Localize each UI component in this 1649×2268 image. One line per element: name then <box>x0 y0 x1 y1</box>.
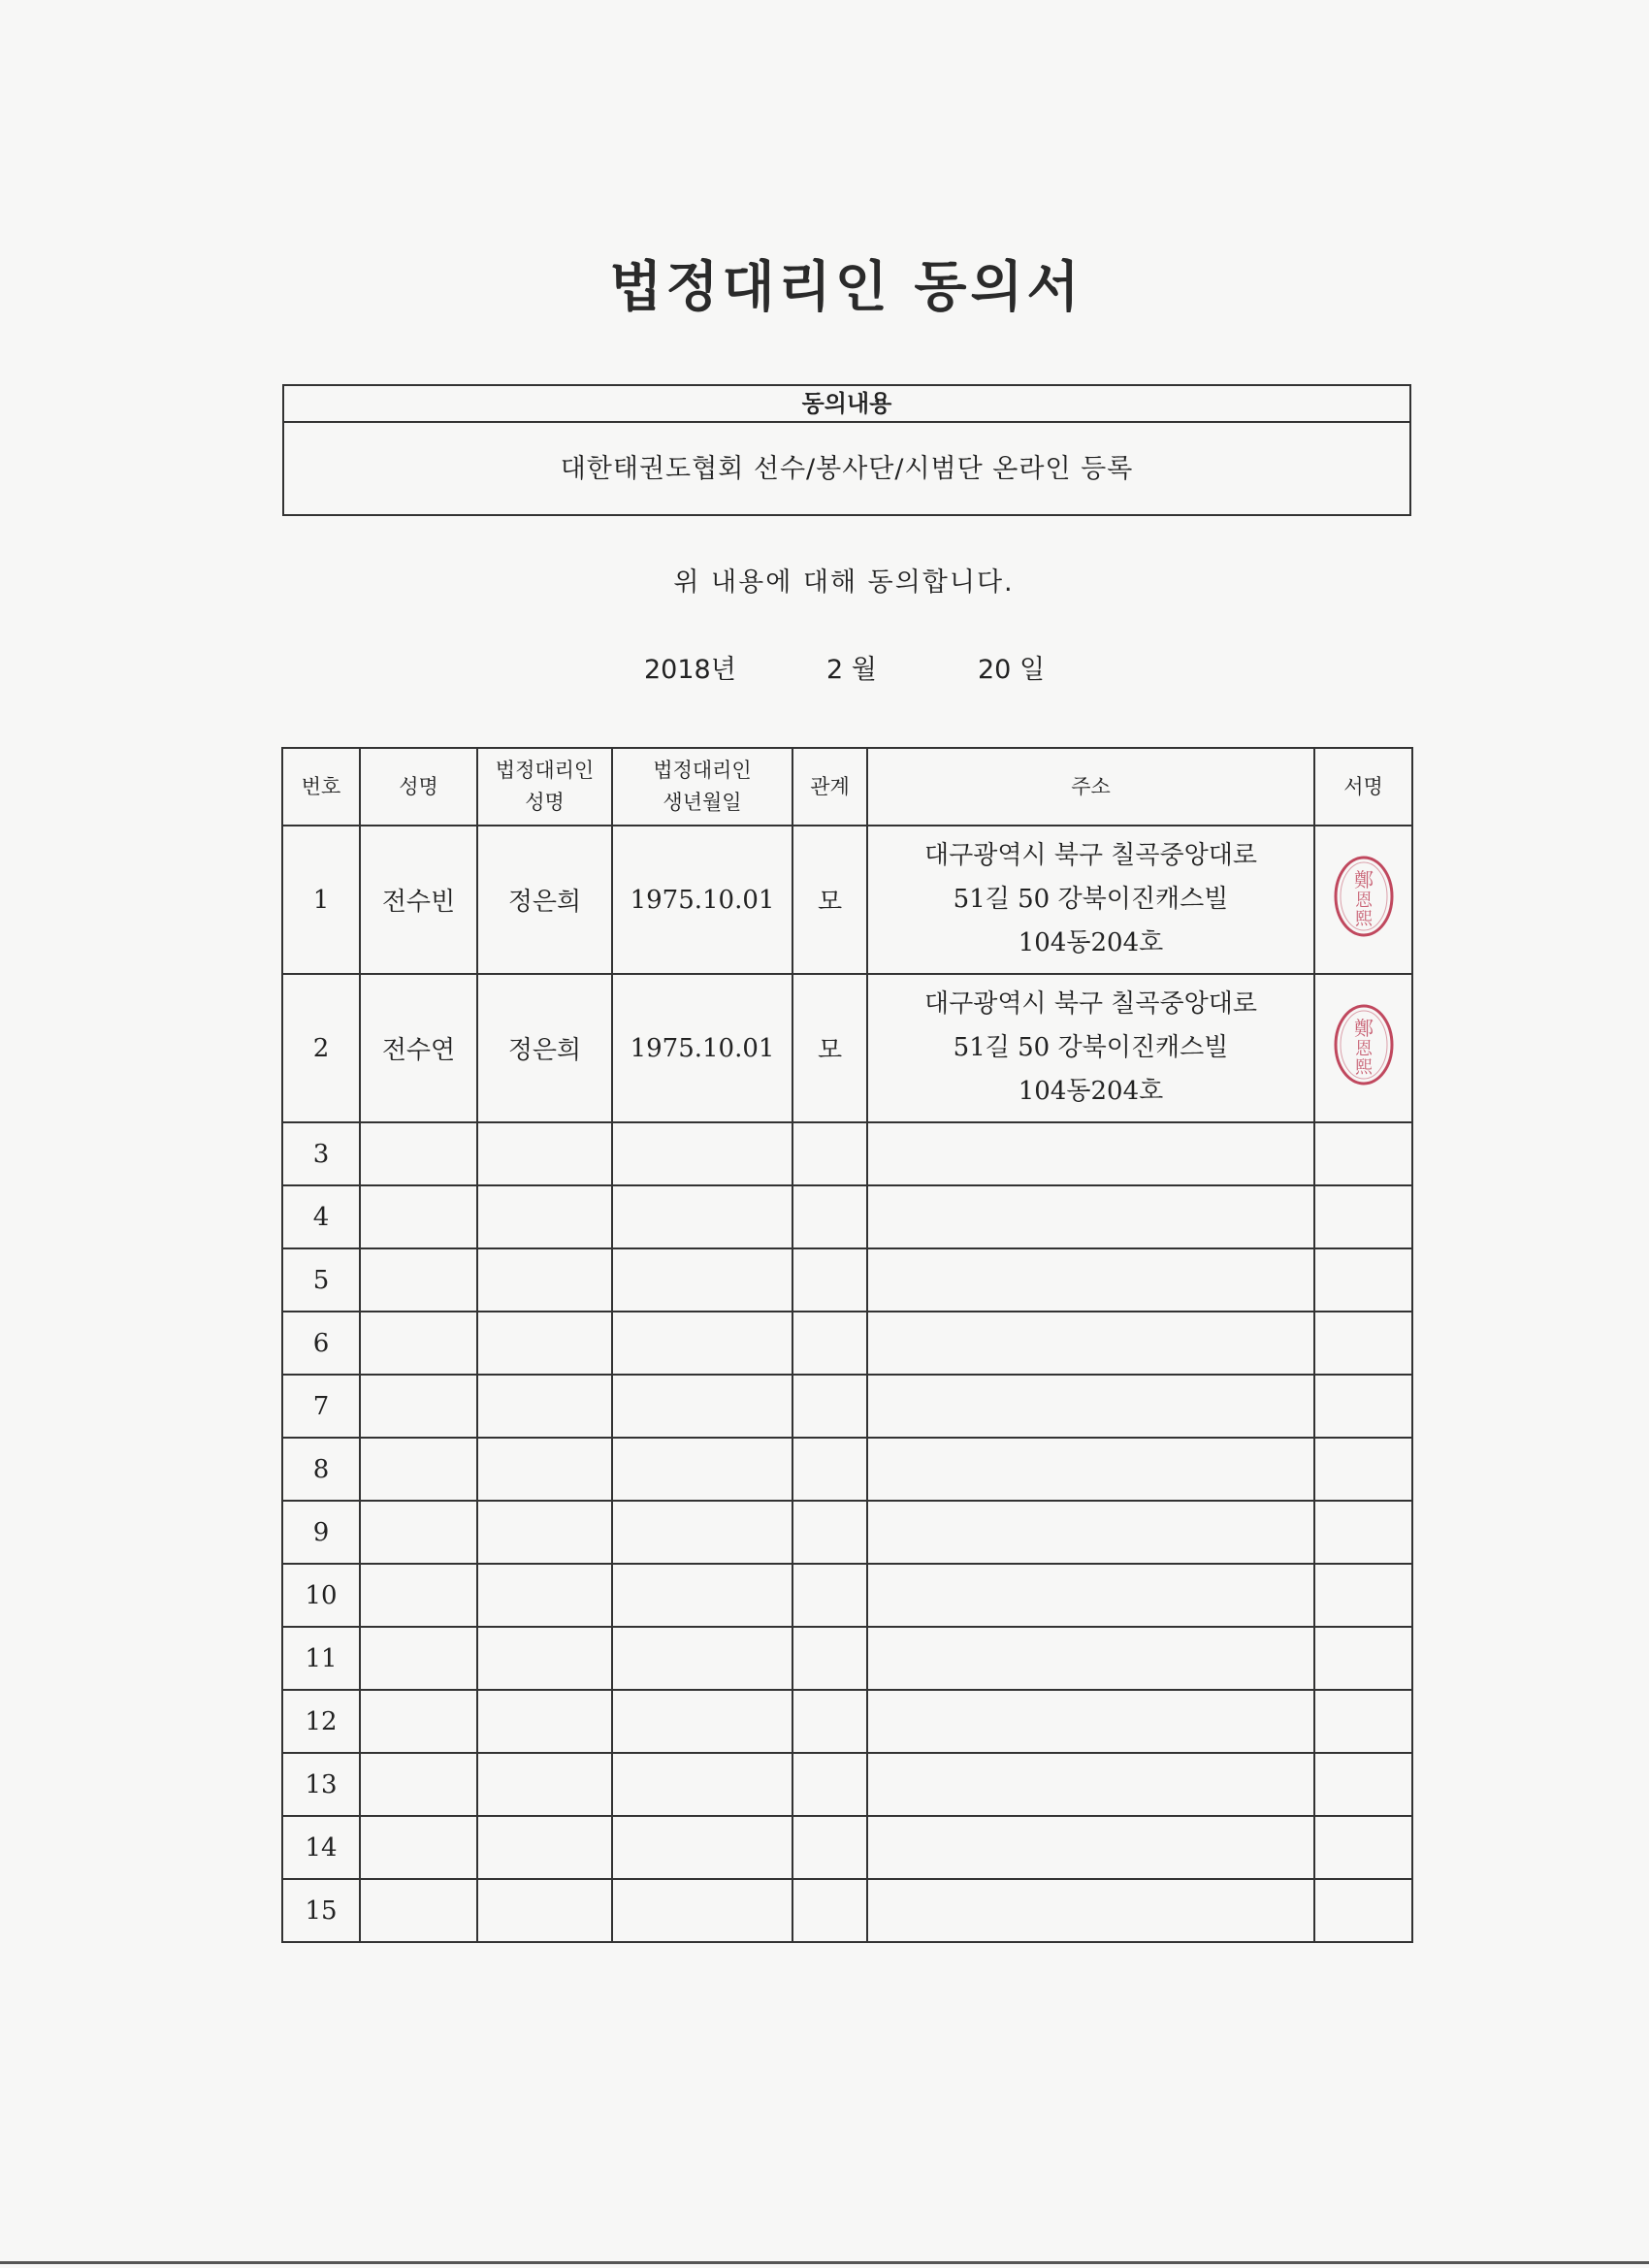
address-line: 104동204호 <box>1018 1077 1164 1106</box>
header-guardian-birth-line2: 생년월일 <box>663 791 742 814</box>
cell-name: 전수연 <box>360 974 477 1122</box>
table-row <box>282 1627 1412 1690</box>
header-signature: 서명 <box>1314 748 1412 826</box>
date-year: 2018년 <box>644 655 736 685</box>
cell-relation: 모 <box>792 826 867 974</box>
table-row <box>282 1816 1412 1879</box>
address-line: 104동204호 <box>1018 928 1164 957</box>
svg-text:鄭: 鄭 <box>1353 1017 1374 1040</box>
table-row <box>282 1690 1412 1753</box>
cell-relation: 모 <box>792 974 867 1122</box>
seal-stamp-icon <box>1332 854 1396 939</box>
cell-no: 14 <box>282 1816 360 1879</box>
cell-no: 15 <box>282 1879 360 1942</box>
cell-no: 12 <box>282 1690 360 1753</box>
address-line: 51길 50 강북이진캐스빌 <box>953 1033 1229 1062</box>
cell-guardian: 정은희 <box>477 974 612 1122</box>
date-month: 2 월 <box>826 655 877 685</box>
cell-no: 4 <box>282 1185 360 1248</box>
cell-address <box>867 826 1314 974</box>
cell-birth: 1975.10.01 <box>612 974 792 1122</box>
header-address: 주소 <box>867 748 1314 826</box>
table-row <box>282 1501 1412 1564</box>
cell-signature <box>1314 974 1412 1122</box>
cell-no: 5 <box>282 1248 360 1312</box>
table-row <box>282 1375 1412 1438</box>
header-no: 번호 <box>282 748 360 826</box>
table-row <box>282 1438 1412 1501</box>
scan-edge-divider <box>0 2261 1649 2264</box>
header-guardian-name-line1: 법정대리인 <box>495 759 595 782</box>
cell-no: 8 <box>282 1438 360 1501</box>
table-row <box>282 1122 1412 1185</box>
table-row <box>282 1879 1412 1942</box>
cell-no: 2 <box>282 974 360 1122</box>
table-row <box>282 1248 1412 1312</box>
cell-no: 1 <box>282 826 360 974</box>
header-guardian-birth-line1: 법정대리인 <box>653 759 752 782</box>
cell-no: 7 <box>282 1375 360 1438</box>
header-name: 성명 <box>360 748 477 826</box>
svg-text:恩: 恩 <box>1354 891 1373 911</box>
table-row <box>282 1564 1412 1627</box>
table-row <box>282 1185 1412 1248</box>
header-relation: 관계 <box>792 748 867 826</box>
header-guardian-name <box>477 748 612 826</box>
cell-no: 10 <box>282 1564 360 1627</box>
cell-no: 13 <box>282 1753 360 1816</box>
table-header-row <box>282 748 1412 826</box>
cell-no: 3 <box>282 1122 360 1185</box>
cell-birth: 1975.10.01 <box>612 826 792 974</box>
svg-text:鄭: 鄭 <box>1353 868 1374 891</box>
agreement-statement: 위 내용에 대해 동의합니다. <box>673 567 1015 598</box>
address-line: 대구광역시 북구 칠곡중앙대로 <box>923 989 1258 1019</box>
header-guardian-birth <box>612 748 792 826</box>
document-title: 법정대리인 동의서 <box>609 256 1083 319</box>
consent-box <box>282 384 1411 516</box>
table-row <box>282 1312 1412 1375</box>
guardian-consent-table <box>281 747 1413 1943</box>
cell-address <box>867 974 1314 1122</box>
consent-content: 대한태권도협회 선수/봉사단/시범단 온라인 등록 <box>560 454 1134 484</box>
cell-no: 6 <box>282 1312 360 1375</box>
cell-no: 9 <box>282 1501 360 1564</box>
svg-text:恩: 恩 <box>1354 1039 1373 1059</box>
cell-signature <box>1314 826 1412 974</box>
table-row <box>282 974 1412 1122</box>
date-line <box>0 648 1649 687</box>
seal-stamp-icon <box>1332 1002 1396 1087</box>
table-row <box>282 826 1412 974</box>
cell-no: 11 <box>282 1627 360 1690</box>
table-row <box>282 1753 1412 1816</box>
consent-header: 동의내용 <box>284 386 1409 423</box>
address-line: 대구광역시 북구 칠곡중앙대로 <box>923 841 1258 870</box>
cell-name: 전수빈 <box>360 826 477 974</box>
svg-text:熙: 熙 <box>1354 1057 1373 1078</box>
cell-guardian: 정은희 <box>477 826 612 974</box>
address-line: 51길 50 강북이진캐스빌 <box>953 885 1229 914</box>
header-guardian-name-line2: 성명 <box>525 791 565 814</box>
date-day: 20 일 <box>978 655 1046 685</box>
svg-text:熙: 熙 <box>1354 909 1373 929</box>
